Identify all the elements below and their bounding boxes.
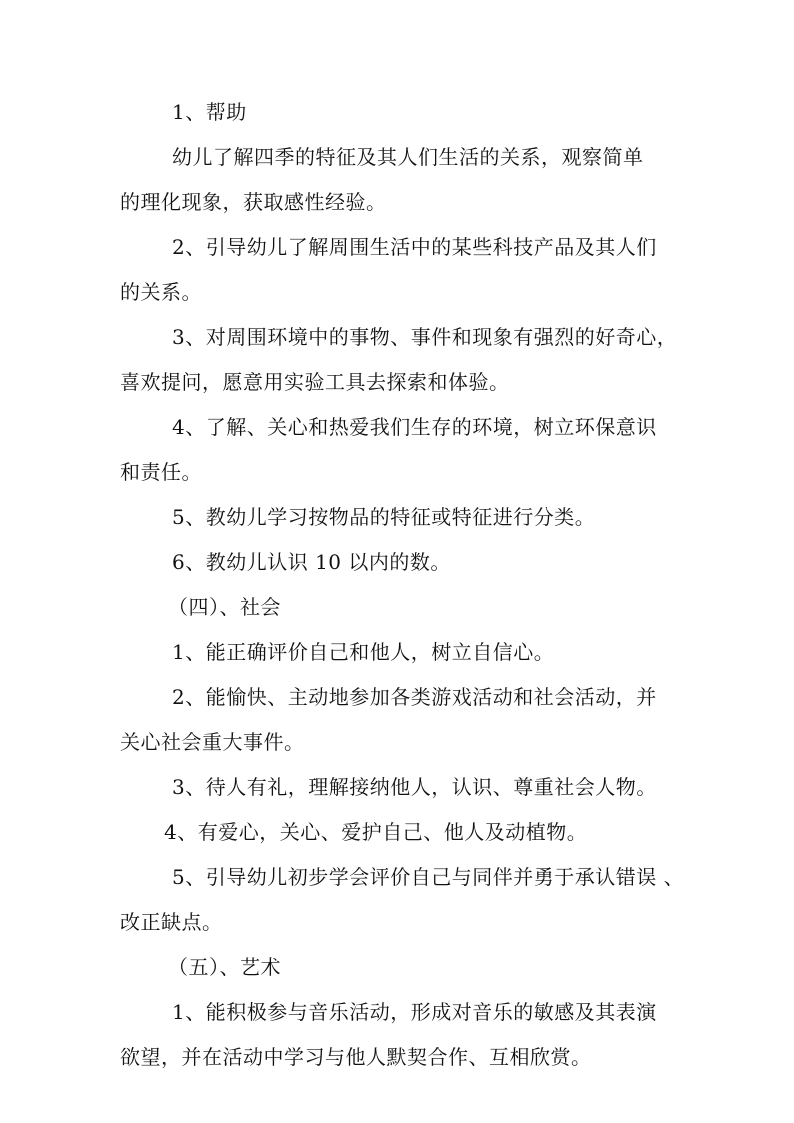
paragraph-line: 和责任。 — [120, 460, 202, 484]
paragraph-line: 关心社会重大事件。 — [120, 730, 305, 754]
paragraph-line: 改正缺点。 — [120, 910, 223, 934]
paragraph-line: 1、能积极参与音乐活动，形成对音乐的敏感及其表演 — [172, 1000, 657, 1024]
paragraph-line: 6、教幼儿认识 10 以内的数。 — [172, 550, 451, 574]
heading-science-help: 1、帮助 — [172, 100, 247, 124]
paragraph-line: 3、待人有礼，理解接纳他人，认识、尊重社会人物。 — [172, 775, 657, 799]
paragraph-line: 5、引导幼儿初步学会评价自己与同伴并勇于承认错误 、 — [172, 865, 685, 889]
paragraph-line: 2、能愉快、主动地参加各类游戏活动和社会活动，并 — [172, 685, 657, 709]
section-heading-society: （四）、社会 — [168, 595, 281, 619]
paragraph-line: 的关系。 — [120, 280, 202, 304]
paragraph-line: 4、有爱心，关心、爱护自己、他人及动植物。 — [164, 820, 588, 844]
paragraph-line: 3、对周围环境中的事物、事件和现象有强烈的好奇心， — [172, 325, 678, 349]
paragraph-line: 的理化现象，获取感性经验。 — [120, 190, 387, 214]
paragraph-line: 2、引导幼儿了解周围生活中的某些科技产品及其人们 — [172, 235, 657, 259]
paragraph-line: 5、教幼儿学习按物品的特征或特征进行分类。 — [172, 505, 596, 529]
paragraph-line: 幼儿了解四季的特征及其人们生活的关系，观察简单 — [172, 145, 644, 169]
paragraph-line: 4、了解、关心和热爱我们生存的环境，树立环保意识 — [172, 415, 657, 439]
paragraph-line: 喜欢提问，愿意用实验工具去探索和体验。 — [120, 370, 510, 394]
section-heading-art: （五）、艺术 — [168, 955, 281, 979]
paragraph-line: 1、能正确评价自己和他人，树立自信心。 — [172, 640, 555, 664]
paragraph-line: 欲望，并在活动中学习与他人默契合作、互相欣赏。 — [120, 1045, 592, 1069]
